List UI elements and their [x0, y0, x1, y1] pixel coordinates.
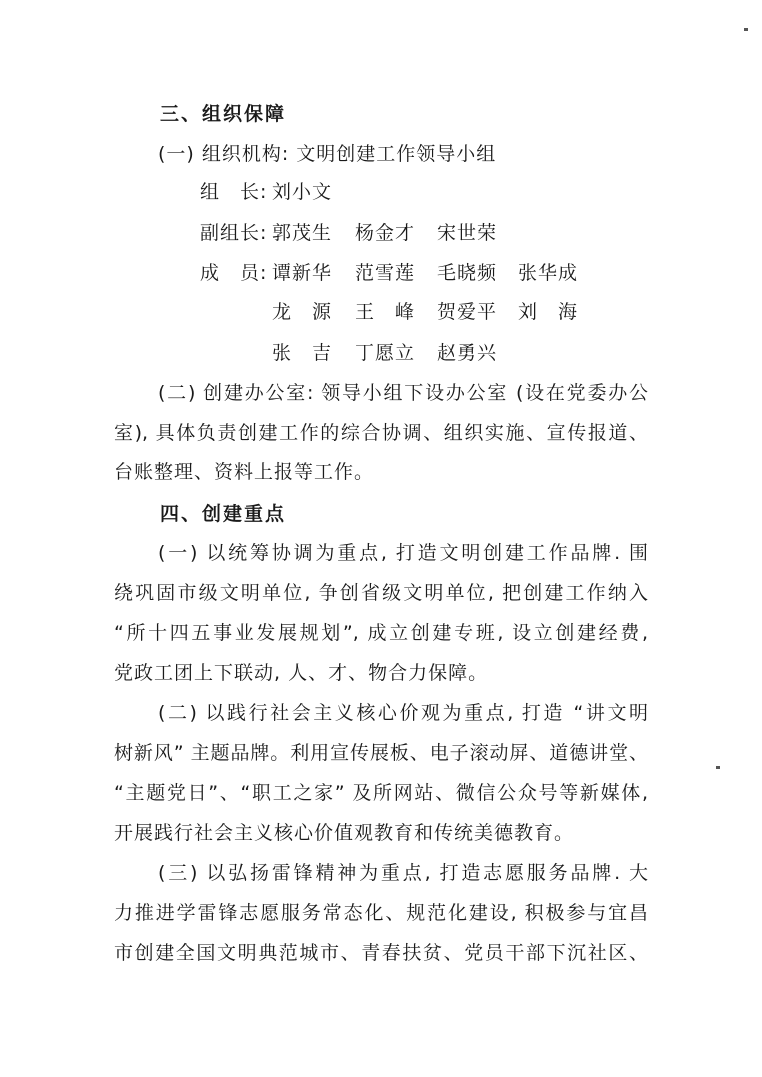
paragraph-line: 开展践行社会主义核心价值观教育和传统美德教育。 — [114, 822, 575, 844]
member-name: 刘 海 — [518, 301, 579, 323]
member-name: 张 吉 — [272, 342, 333, 364]
scan-speck — [744, 28, 748, 31]
section-heading-focus: 四、创建重点 — [160, 503, 287, 525]
member-name: 龙 源 — [272, 301, 333, 323]
paragraph-line: (三) 以弘扬雷锋精神为重点, 打造志愿服务品牌. 大 — [158, 862, 648, 884]
member-name: 谭新华 — [272, 262, 333, 284]
paragraph-line: (二) 以践行社会主义核心价观为重点, 打造 “讲文明 — [158, 702, 648, 724]
member-name: 范雪莲 — [355, 262, 416, 284]
subsection-organization-structure: (一) 组织机构: 文明创建工作领导小组 — [158, 143, 497, 165]
leader-label: 组 长: — [200, 181, 268, 203]
paragraph-line: “主题党日”、“职工之家” 及所网站、微信公众号等新媒体, — [114, 782, 648, 804]
paragraph-line: 树新风” 主题品牌。利用宣传展板、电子滚动屏、道德讲堂、 — [114, 742, 648, 764]
section-heading-organization: 三、组织保障 — [160, 103, 287, 125]
deputy-label: 副组长: — [200, 222, 268, 244]
paragraph-line: (一) 以统筹协调为重点, 打造文明创建工作品牌. 围 — [158, 542, 648, 564]
paragraph-line: 室), 具体负责创建工作的综合协调、组织实施、宣传报道、 — [114, 422, 648, 444]
paragraph-line: (二) 创建办公室: 领导小组下设办公室 (设在党委办公 — [158, 382, 648, 404]
member-name: 丁愿立 — [355, 342, 416, 364]
deputy-name: 杨金才 — [355, 222, 416, 244]
member-name: 赵勇兴 — [437, 342, 498, 364]
deputy-name: 宋世荣 — [437, 222, 498, 244]
paragraph-line: “所十四五事业发展规划”, 成立创建专班, 设立创建经费, — [114, 622, 648, 644]
paragraph-line: 力推进学雷锋志愿服务常态化、规范化建设, 积极参与宜昌 — [114, 902, 648, 924]
member-name: 张华成 — [518, 262, 579, 284]
paragraph-line: 市创建全国文明典范城市、青春扶贫、党员干部下沉社区、 — [114, 942, 648, 964]
paragraph-line: 绕巩固市级文明单位, 争创省级文明单位, 把创建工作纳入 — [114, 582, 648, 604]
paragraph-line: 台账整理、资料上报等工作。 — [114, 461, 375, 483]
member-name: 贺爱平 — [437, 301, 498, 323]
member-name: 毛晓频 — [437, 262, 498, 284]
member-name: 王 峰 — [355, 301, 416, 323]
leader-name: 刘小文 — [272, 181, 333, 203]
paragraph-line: 党政工团上下联动, 人、才、物合力保障。 — [114, 662, 489, 684]
deputy-name: 郭茂生 — [272, 222, 333, 244]
members-label: 成 员: — [200, 262, 268, 284]
scan-speck — [716, 766, 720, 769]
